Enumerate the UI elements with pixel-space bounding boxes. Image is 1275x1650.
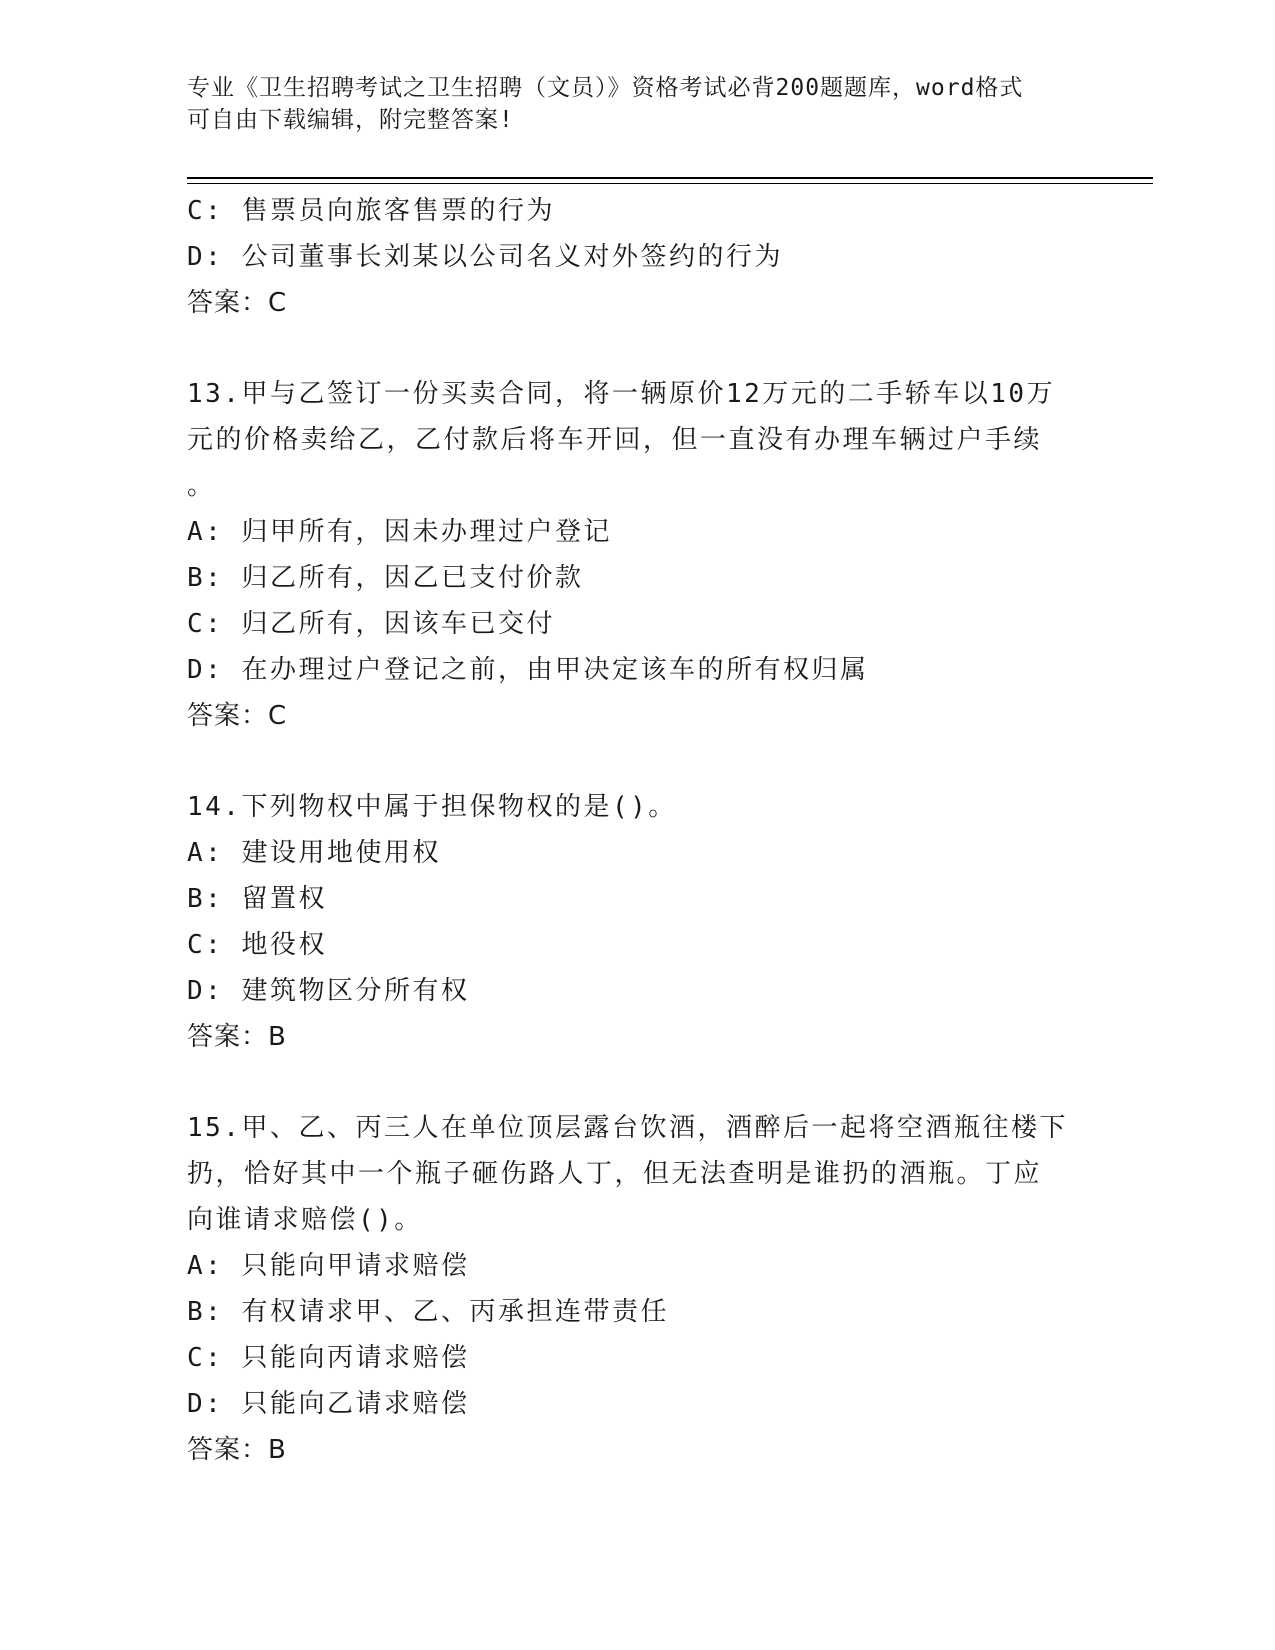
spacer [187, 1060, 1087, 1105]
option-b: B: 留置权 [187, 884, 327, 914]
option-a: A: 建设用地使用权 [187, 838, 441, 868]
option-d: D: 建筑物区分所有权 [187, 976, 470, 1006]
spacer [187, 326, 1087, 371]
question-stem: 元的价格卖给乙，乙付款后将车开回，但一直没有办理车辆过户手续 [187, 425, 1043, 455]
header-divider-thin [187, 183, 1153, 184]
answer-line: 答案：B [187, 1435, 287, 1465]
option-b: B: 归乙所有，因乙已支付价款 [187, 563, 584, 593]
option-b: B: 有权请求甲、乙、丙承担连带责任 [187, 1297, 669, 1327]
answer-line: 答案：B [187, 1022, 287, 1052]
question-12 [187, 188, 1087, 326]
question-15 [187, 1105, 1087, 1473]
header-line-1: 专业《卫生招聘考试之卫生招聘（文员）》资格考试必背200题题库，word格式 [187, 75, 1024, 101]
header-divider-thick [187, 177, 1153, 179]
question-stem: 13.甲与乙签订一份买卖合同，将一辆原价12万元的二手轿车以10万 [187, 379, 1056, 409]
question-stem: 扔，恰好其中一个瓶子砸伤路人丁，但无法查明是谁扔的酒瓶。丁应 [187, 1159, 1043, 1189]
option-d: D: 只能向乙请求赔偿 [187, 1389, 470, 1419]
option-d: D: 在办理过户登记之前，由甲决定该车的所有权归属 [187, 655, 869, 685]
option-a: A: 只能向甲请求赔偿 [187, 1251, 470, 1281]
question-13 [187, 371, 1087, 739]
question-list [187, 188, 1087, 1473]
option-a: A: 归甲所有，因未办理过户登记 [187, 517, 612, 547]
document-header [187, 72, 1087, 136]
question-stem: 向谁请求赔偿()。 [187, 1205, 423, 1235]
question-stem: 。 [187, 471, 216, 501]
option-c: C: 只能向丙请求赔偿 [187, 1343, 470, 1373]
option-c: C: 地役权 [187, 930, 327, 960]
option-d: D: 公司董事长刘某以公司名义对外签约的行为 [187, 242, 783, 272]
question-stem: 15.甲、乙、丙三人在单位顶层露台饮酒，酒醉后一起将空酒瓶往楼下 [187, 1113, 1068, 1143]
spacer [187, 739, 1087, 784]
header-line-2: 可自由下载编辑，附完整答案! [187, 107, 514, 133]
option-c: C: 归乙所有，因该车已交付 [187, 609, 555, 639]
answer-line: 答案：C [187, 288, 288, 318]
option-c: C: 售票员向旅客售票的行为 [187, 196, 555, 226]
answer-line: 答案：C [187, 701, 288, 731]
question-14 [187, 784, 1087, 1060]
question-stem: 14.下列物权中属于担保物权的是()。 [187, 792, 677, 822]
